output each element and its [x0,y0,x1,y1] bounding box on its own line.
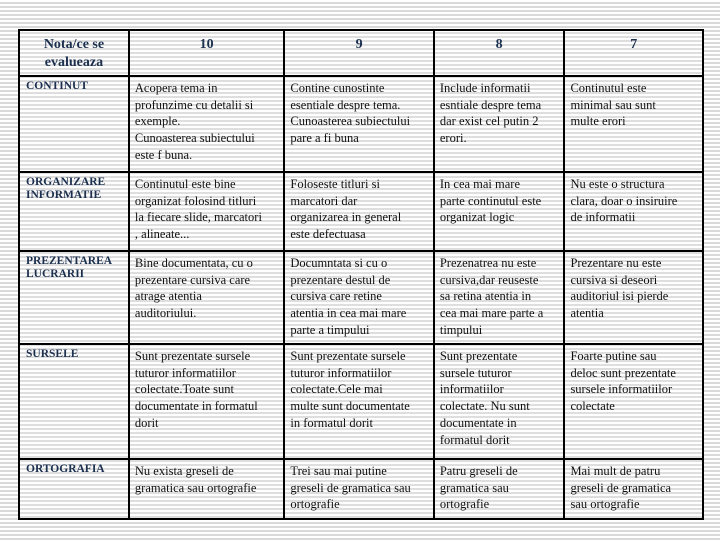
criterion-cell: PREZENTAREA LUCRARII [19,251,129,344]
table-cell: In cea mai mare parte continutul este organizat logic [434,172,565,251]
table-cell: Documntata si cu o prezentare destul de cursiva care retine atentia in cea mai mare parte a timpului [284,251,433,344]
table-cell: Prezentare nu este cursiva si deseori auditoriul isi pierde atentia [564,251,703,344]
table-row [19,251,703,344]
criterion-cell: ORTOGRAFIA [19,459,129,519]
header-grade-10: 10 [129,30,284,76]
table-cell: Sunt prezentate sursele tuturor informatiilor colectate.Cele mai multe sunt documentate in formatul dorit [284,344,433,459]
header-row [19,30,703,76]
table-cell: Foloseste titluri si marcatori dar organizarea in general este defectuasa [284,172,433,251]
table-cell: Continutul este minimal sau sunt multe erori [564,76,703,172]
header-grade-9: 9 [284,30,433,76]
header-grade-8: 8 [434,30,565,76]
table-cell: Bine documentata, cu o prezentare cursiva care atrage atentia auditoriului. [129,251,284,344]
header-grade-7: 7 [564,30,703,76]
table-cell: Nu exista greseli de gramatica sau ortografie [129,459,284,519]
table-row [19,459,703,519]
table-cell: Sunt prezentate sursele tuturor informatiilor colectate. Nu sunt documentate in formatul dorit [434,344,565,459]
table-cell: Include informatii esntiale despre tema dar exist cel putin 2 erori. [434,76,565,172]
table-cell: Prezenatrea nu este cursiva,dar reuseste sa retina atentia in cea mai mare parte a timpului [434,251,565,344]
table-row [19,172,703,251]
table-cell: Mai mult de patru greseli de gramatica sau ortografie [564,459,703,519]
evaluation-rubric-table [18,29,704,520]
table-cell: Acopera tema in profunzime cu detalii si exemple. Cunoasterea subiectului este f buna. [129,76,284,172]
header-criterion: Nota/ce se evalueaza [19,30,129,76]
table-cell: Sunt prezentate sursele tuturor informatiilor colectate.Toate sunt documentate in formatul dorit [129,344,284,459]
table-cell: Continutul este bine organizat folosind titluri la fiecare slide, marcatori , alineate... [129,172,284,251]
table-cell: Patru greseli de gramatica sau ortografie [434,459,565,519]
table-row [19,76,703,172]
criterion-cell: ORGANIZARE INFORMATIE [19,172,129,251]
table-cell: Contine cunostinte esentiale despre tema. Cunoasterea subiectului pare a fi buna [284,76,433,172]
table-cell: Foarte putine sau deloc sunt prezentate sursele informatiilor colectate [564,344,703,459]
table-cell: Trei sau mai putine greseli de gramatica sau ortografie [284,459,433,519]
table-row [19,344,703,459]
criterion-cell: CONTINUT [19,76,129,172]
table-cell: Nu este o structura clara, doar o insiruire de informatii [564,172,703,251]
criterion-cell: SURSELE [19,344,129,459]
